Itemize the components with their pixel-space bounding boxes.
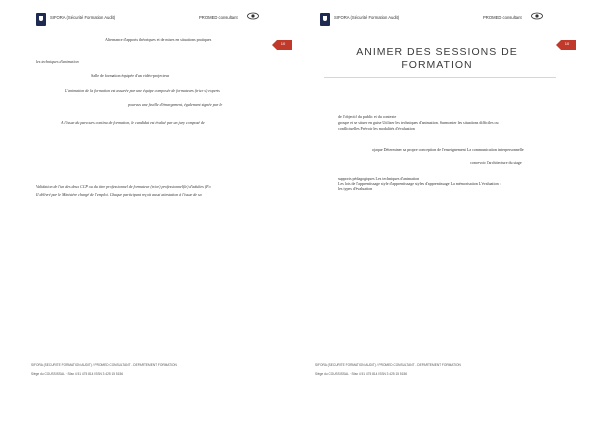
text-line: Validation de l'un des deux CCP ou du titre professionnel de formateur (trice) professionnel(le) d'adultes (Fo (36, 184, 211, 189)
text-line: Alternance d'apports théoriques et de mises en situations pratiques (105, 37, 212, 42)
header-right-label: PROMED consultant (483, 15, 522, 20)
text-line: L'animation de la formation est assurée par une équipe composée de formateurs (trice s) experts (65, 88, 220, 93)
footer-line: Siège du COUSSISSAL · Sfax 4 51 475 814 ISSN 3 425 15 5156 (315, 372, 408, 376)
text-line: Les lois de l'apprentissage style d'apprentissage styles d'apprentissage La mémorisation L'évaluation : (338, 181, 501, 186)
section-title-line: ANIMER DES SESSIONS DE (356, 46, 518, 58)
right-page (312, 10, 582, 414)
header-org: SIFORA (Sécurité Formation Audit) (334, 15, 400, 20)
page-number: 10 (280, 41, 286, 46)
text-line: de l'objectif du public et du contexte (338, 114, 397, 119)
page-number: 10 (564, 41, 570, 46)
footer-line: SIFORA (SECURITE FORMATION AUDIT) / PROMED CONSULTANT - DEPARTEMENT FORMATION (31, 363, 177, 367)
text-line: pourvus une feuille d'émargement, également signée par le (128, 102, 223, 107)
page-header (312, 10, 582, 40)
eye-icon (531, 12, 543, 20)
footer-line: SIFORA (SECURITE FORMATION AUDIT) / PROMED CONSULTANT - DEPARTEMENT FORMATION (315, 363, 461, 367)
title-divider (324, 77, 556, 78)
text-line: ojaque Déterminer sa propre conception de l'enseignement La communication interpersonnelle (372, 147, 524, 152)
text-line: supports pédagogiques Les techniques d'animation (338, 176, 420, 181)
sifora-logo (320, 13, 330, 26)
text-line: Il délivré par le Ministère chargé de l'emploi. Chaque participant reçoit aussi attestation à l'issue de sa (36, 192, 202, 197)
text-line: concevoir l'architecture du stage (470, 160, 522, 165)
header-org: SIFORA (Sécurité Formation Audit) (50, 15, 116, 20)
text-line: A l'issue du parcours continu de formation, le candidat est évalué par un jury composé de (61, 120, 205, 125)
eye-icon (247, 12, 259, 20)
text-line: les techniques d'animation (36, 59, 79, 64)
text-line: groupe et se situer en guise Utiliser les techniques d'animation. Surmonter les situations difficiles ou (338, 120, 499, 125)
left-page (28, 10, 298, 414)
sifora-logo (36, 13, 46, 26)
text-line: conflictuelles Prévoir les modalités d'évaluation (338, 126, 415, 131)
header-right-label: PROMED consultant (199, 15, 238, 20)
text-line: les types d'évaluation (338, 186, 373, 191)
section-title-line: FORMATION (401, 59, 473, 71)
footer-line: Siège du COUSSISSAL · Sfax 4 51 475 814 ISSN 3 425 15 5156 (31, 372, 124, 376)
section-title (312, 46, 562, 72)
text-line: Salle de formation équipée d'un vidéo-projecteur (91, 73, 170, 78)
page-header (28, 10, 298, 40)
